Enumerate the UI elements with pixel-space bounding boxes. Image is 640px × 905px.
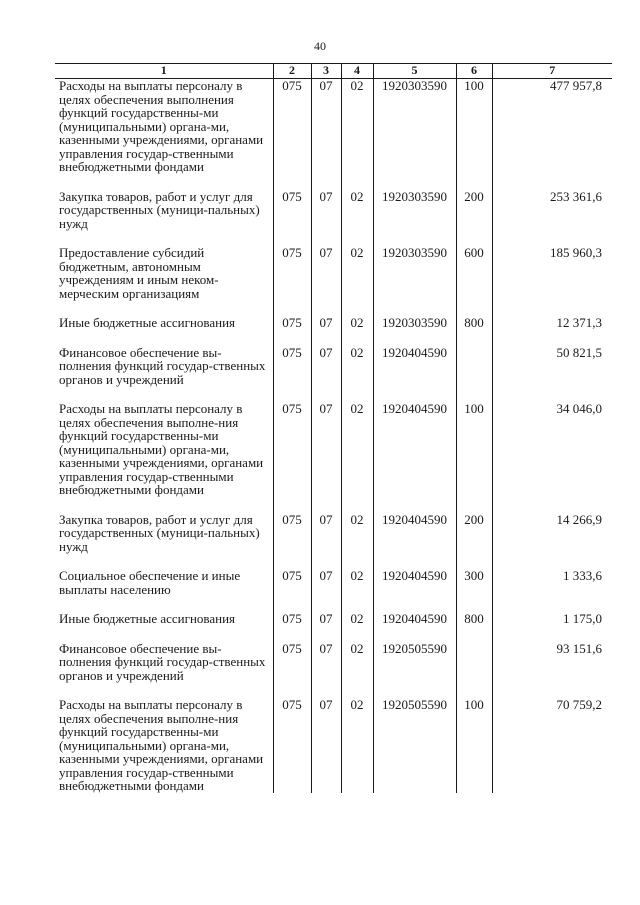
spacer-cell: [311, 330, 341, 346]
row-ministry-code: 075: [273, 513, 311, 554]
row-ministry-code: 075: [273, 79, 311, 174]
row-name: Расходы на выплаты персоналу в целях обеспечения выполнения функций государственны-ми (муниципальными) органа-ми, казенными учреждениями, органами управления государ-ственными внебюджетными фондами: [59, 78, 264, 174]
spacer-cell: [341, 230, 373, 246]
table-row: [55, 612, 612, 626]
row-expense-type: [456, 346, 492, 387]
spacer-cell: [456, 553, 492, 569]
spacer-cell: [273, 497, 311, 513]
row-ministry-code: 075: [273, 569, 311, 596]
spacer-cell: [55, 596, 273, 612]
row-section: 07: [311, 612, 341, 626]
row-subsection: 02: [341, 569, 373, 596]
spacer-cell: [55, 626, 273, 642]
row-name: Закупка товаров, работ и услуг для государственных (муници-пальных) нужд: [59, 188, 260, 231]
row-spacer: [55, 497, 612, 513]
row-spacer: [55, 626, 612, 642]
row-ministry-code: 075: [273, 190, 311, 231]
spacer-cell: [373, 596, 456, 612]
spacer-cell: [492, 330, 612, 346]
row-expense-type: 800: [456, 316, 492, 330]
spacer-cell: [456, 682, 492, 698]
row-target-article: 1920303590: [373, 246, 456, 300]
row-target-article: 1920303590: [373, 190, 456, 231]
table-row: [55, 642, 612, 683]
table-row: [55, 246, 612, 300]
spacer-cell: [456, 330, 492, 346]
header-col-4: 4: [341, 64, 373, 79]
row-expense-type: 100: [456, 698, 492, 793]
row-amount: 185 960,3: [492, 246, 612, 300]
spacer-cell: [273, 682, 311, 698]
row-amount: 14 266,9: [492, 513, 612, 554]
row-expense-type: 100: [456, 402, 492, 497]
table-row: [55, 569, 612, 596]
spacer-cell: [311, 497, 341, 513]
row-target-article: 1920404590: [373, 402, 456, 497]
row-spacer: [55, 230, 612, 246]
spacer-cell: [311, 596, 341, 612]
spacer-cell: [273, 626, 311, 642]
row-subsection: 02: [341, 316, 373, 330]
row-ministry-code: 075: [273, 246, 311, 300]
table-row: [55, 79, 612, 174]
spacer-cell: [456, 497, 492, 513]
row-section: 07: [311, 402, 341, 497]
row-section: 07: [311, 316, 341, 330]
spacer-cell: [373, 497, 456, 513]
spacer-cell: [55, 230, 273, 246]
row-name: Финансовое обеспечение вы-полнения функций государ-ственных органов и учреждений: [59, 344, 266, 387]
spacer-cell: [373, 626, 456, 642]
spacer-cell: [492, 596, 612, 612]
table-row: [55, 190, 612, 231]
spacer-cell: [311, 553, 341, 569]
row-expense-type: [456, 642, 492, 683]
spacer-cell: [273, 330, 311, 346]
row-target-article: 1920404590: [373, 569, 456, 596]
row-target-article: 1920505590: [373, 698, 456, 793]
header-col-6: 6: [456, 64, 492, 79]
row-amount: 1 175,0: [492, 612, 612, 626]
row-spacer: [55, 553, 612, 569]
header-col-5: 5: [373, 64, 456, 79]
spacer-cell: [341, 626, 373, 642]
row-subsection: 02: [341, 79, 373, 174]
row-target-article: 1920404590: [373, 346, 456, 387]
row-expense-type: 600: [456, 246, 492, 300]
row-spacer: [55, 330, 612, 346]
row-subsection: 02: [341, 402, 373, 497]
row-name: Социальное обеспечение и иные выплаты населению: [59, 568, 241, 597]
row-section: 07: [311, 642, 341, 683]
spacer-cell: [373, 300, 456, 316]
row-ministry-code: 075: [273, 698, 311, 793]
header-col-7: 7: [492, 64, 612, 79]
spacer-cell: [273, 230, 311, 246]
spacer-cell: [273, 386, 311, 402]
row-amount: 253 361,6: [492, 190, 612, 231]
row-spacer: [55, 174, 612, 190]
row-section: 07: [311, 246, 341, 300]
row-amount: 34 046,0: [492, 402, 612, 497]
row-ministry-code: 075: [273, 642, 311, 683]
row-ministry-code: 075: [273, 402, 311, 497]
table-row: [55, 513, 612, 554]
row-spacer: [55, 596, 612, 612]
spacer-cell: [341, 497, 373, 513]
spacer-cell: [341, 682, 373, 698]
row-amount: 50 821,5: [492, 346, 612, 387]
table-row: [55, 316, 612, 330]
row-target-article: 1920404590: [373, 612, 456, 626]
row-amount: 477 957,8: [492, 79, 612, 174]
row-expense-type: 800: [456, 612, 492, 626]
spacer-cell: [341, 174, 373, 190]
spacer-cell: [456, 596, 492, 612]
row-amount: 93 151,6: [492, 642, 612, 683]
spacer-cell: [373, 174, 456, 190]
row-subsection: 02: [341, 190, 373, 231]
spacer-cell: [55, 300, 273, 316]
spacer-cell: [311, 682, 341, 698]
spacer-cell: [273, 553, 311, 569]
spacer-cell: [55, 330, 273, 346]
spacer-cell: [341, 386, 373, 402]
spacer-cell: [311, 386, 341, 402]
spacer-cell: [55, 174, 273, 190]
header-col-1: 1: [55, 64, 273, 79]
row-name: Расходы на выплаты персоналу в целях обеспечения выполне-ния функций государственны-ми (муниципальными) органа-ми, казенными учреждениями, органами управления государ-ственными внебюджетными фондами: [59, 697, 264, 793]
spacer-cell: [373, 553, 456, 569]
row-section: 07: [311, 79, 341, 174]
row-ministry-code: 075: [273, 346, 311, 387]
row-name: Предоставление субсидий бюджетным, автономным учреждениям и иным неком-мерческим организациям: [59, 245, 219, 301]
header-col-3: 3: [311, 64, 341, 79]
spacer-cell: [341, 330, 373, 346]
row-section: 07: [311, 513, 341, 554]
row-section: 07: [311, 569, 341, 596]
spacer-cell: [273, 174, 311, 190]
row-ministry-code: 075: [273, 316, 311, 330]
spacer-cell: [341, 300, 373, 316]
spacer-cell: [55, 553, 273, 569]
row-target-article: 1920303590: [373, 316, 456, 330]
row-subsection: 02: [341, 612, 373, 626]
row-subsection: 02: [341, 698, 373, 793]
header-col-2: 2: [273, 64, 311, 79]
row-target-article: 1920404590: [373, 513, 456, 554]
spacer-cell: [492, 682, 612, 698]
spacer-cell: [55, 682, 273, 698]
row-expense-type: 200: [456, 190, 492, 231]
row-subsection: 02: [341, 642, 373, 683]
row-section: 07: [311, 190, 341, 231]
row-subsection: 02: [341, 246, 373, 300]
row-section: 07: [311, 346, 341, 387]
row-name: Расходы на выплаты персоналу в целях обеспечения выполне-ния функций государственны-ми (муниципальными) органа-ми, казенными учреждениями, органами управления государ-ственными внебюджетными фондами: [59, 401, 264, 497]
row-section: 07: [311, 698, 341, 793]
spacer-cell: [311, 230, 341, 246]
row-subsection: 02: [341, 346, 373, 387]
row-spacer: [55, 682, 612, 698]
spacer-cell: [373, 682, 456, 698]
header-row: [55, 64, 612, 79]
spacer-cell: [456, 174, 492, 190]
spacer-cell: [456, 386, 492, 402]
spacer-cell: [373, 330, 456, 346]
spacer-cell: [373, 386, 456, 402]
row-spacer: [55, 300, 612, 316]
spacer-cell: [341, 596, 373, 612]
spacer-cell: [456, 626, 492, 642]
spacer-cell: [492, 174, 612, 190]
spacer-cell: [311, 626, 341, 642]
row-expense-type: 300: [456, 569, 492, 596]
row-target-article: 1920505590: [373, 642, 456, 683]
spacer-cell: [341, 553, 373, 569]
spacer-cell: [492, 230, 612, 246]
spacer-cell: [492, 300, 612, 316]
budget-table: [55, 63, 612, 793]
spacer-cell: [311, 174, 341, 190]
spacer-cell: [273, 596, 311, 612]
row-amount: 12 371,3: [492, 316, 612, 330]
row-name: Финансовое обеспечение вы-полнения функций государ-ственных органов и учреждений: [59, 640, 266, 683]
row-name: Иные бюджетные ассигнования: [59, 611, 236, 626]
spacer-cell: [373, 230, 456, 246]
spacer-cell: [492, 497, 612, 513]
spacer-cell: [492, 626, 612, 642]
row-amount: 1 333,6: [492, 569, 612, 596]
spacer-cell: [55, 497, 273, 513]
spacer-cell: [456, 230, 492, 246]
page-number: 40: [314, 39, 326, 53]
spacer-cell: [311, 300, 341, 316]
row-spacer: [55, 386, 612, 402]
row-subsection: 02: [341, 513, 373, 554]
row-amount: 70 759,2: [492, 698, 612, 793]
spacer-cell: [456, 300, 492, 316]
spacer-cell: [492, 553, 612, 569]
spacer-cell: [273, 300, 311, 316]
row-name: Закупка товаров, работ и услуг для государственных (муници-пальных) нужд: [59, 511, 260, 554]
table-row: [55, 402, 612, 497]
row-expense-type: 200: [456, 513, 492, 554]
spacer-cell: [492, 386, 612, 402]
row-expense-type: 100: [456, 79, 492, 174]
spacer-cell: [55, 386, 273, 402]
row-name: Иные бюджетные ассигнования: [59, 315, 236, 330]
table-row: [55, 698, 612, 793]
row-ministry-code: 075: [273, 612, 311, 626]
table-row: [55, 346, 612, 387]
row-target-article: 1920303590: [373, 79, 456, 174]
